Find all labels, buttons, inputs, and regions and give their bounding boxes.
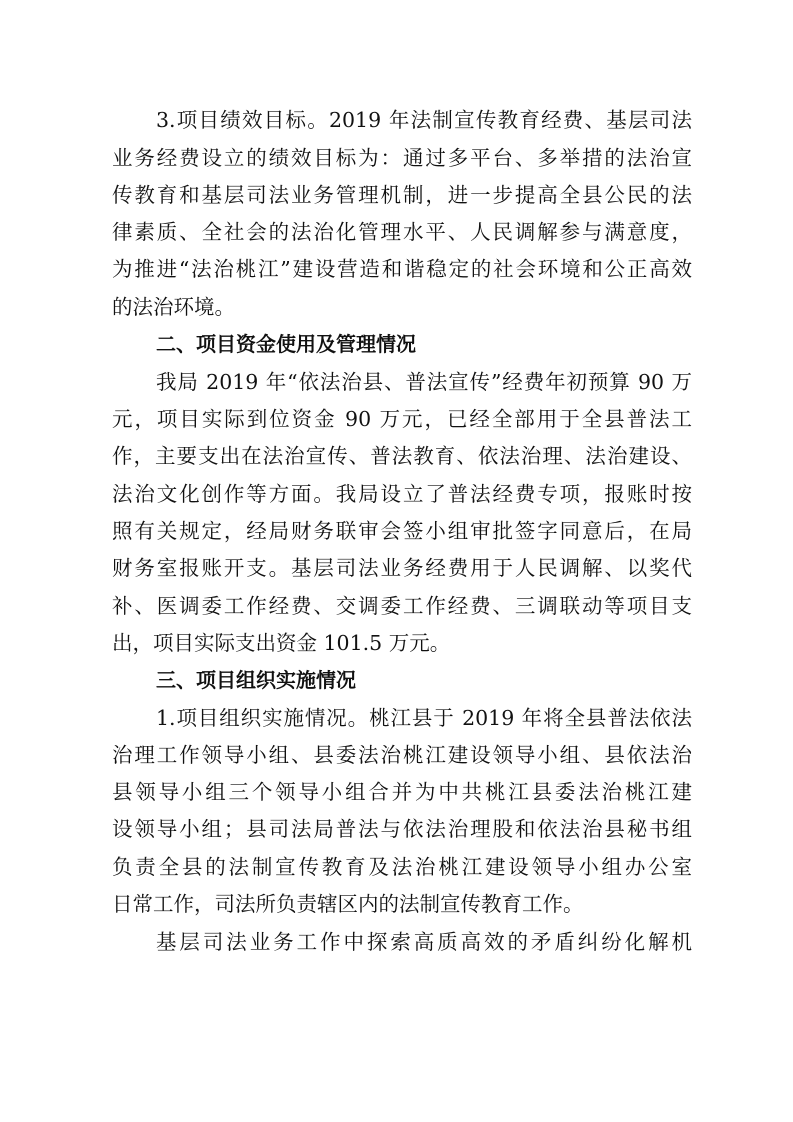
text-line: 出，项目实际支出资金 101.5 万元。 <box>112 631 451 655</box>
text-line: 基层司法业务工作中探索高质高效的矛盾纠纷化解机 <box>156 930 692 954</box>
text-line: 的法治环境。 <box>112 295 235 319</box>
text-line: 补、医调委工作经费、交调委工作经费、三调联动等项目支 <box>112 594 692 618</box>
section-heading-funds: 二、项目资金使用及管理情况 <box>156 332 416 356</box>
text-line: 我局 2019 年“依法治县、普法宣传”经费年初预算 90 万 <box>156 370 692 394</box>
text-line: 治理工作领导小组、县委法治桃江建设领导小组、县依法治 <box>112 743 692 767</box>
text-line: 3.项目绩效目标。2019 年法制宣传教育经费、基层司法 <box>156 108 692 132</box>
text-line: 为推进“法治桃江”建设营造和谐稳定的社会环境和公正高效 <box>112 257 692 281</box>
text-line: 照有关规定，经局财务联审会签小组审批签字同意后，在局 <box>112 519 692 543</box>
text-line: 负责全县的法制宣传教育及法治桃江建设领导小组办公室 <box>112 855 692 879</box>
text-line: 财务室报账开支。基层司法业务经费用于人民调解、以奖代 <box>112 556 692 580</box>
text-line: 律素质、全社会的法治化管理水平、人民调解参与满意度， <box>112 220 692 244</box>
text-line: 业务经费设立的绩效目标为：通过多平台、多举措的法治宣 <box>112 146 692 170</box>
text-line: 元，项目实际到位资金 90 万元，已经全部用于全县普法工 <box>112 407 692 431</box>
text-line: 设领导小组；县司法局普法与依法治理股和依法治县秘书组 <box>112 817 692 841</box>
text-line: 作，主要支出在法治宣传、普法教育、依法治理、法治建设、 <box>112 444 692 468</box>
text-line: 县领导小组三个领导小组合并为中共桃江县委法治桃江建 <box>112 780 692 804</box>
text-line: 法治文化创作等方面。我局设立了普法经费专项，报账时按 <box>112 482 692 506</box>
section-heading-implementation: 三、项目组织实施情况 <box>156 668 356 692</box>
text-line: 传教育和基层司法业务管理机制，进一步提高全县公民的法 <box>112 183 692 207</box>
text-line: 日常工作，司法所负责辖区内的法制宣传教育工作。 <box>112 892 584 916</box>
text-line: 1.项目组织实施情况。桃江县于 2019 年将全县普法依法 <box>156 706 692 730</box>
